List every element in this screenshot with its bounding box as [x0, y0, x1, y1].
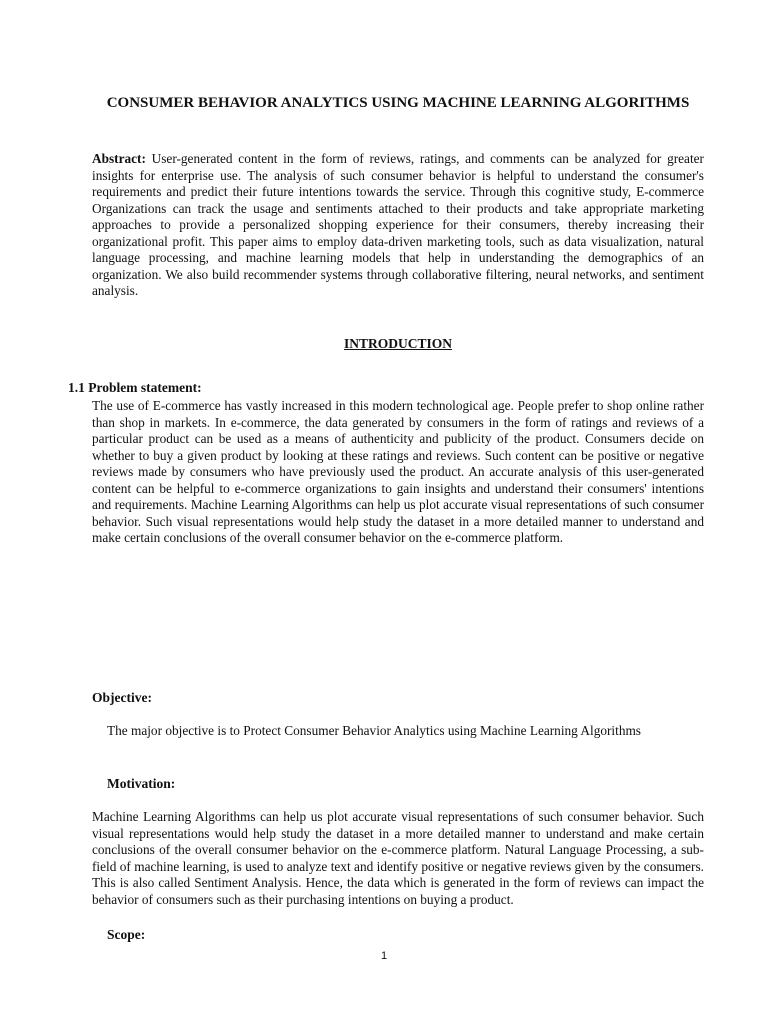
objective-text: The major objective is to Protect Consumer Behavior Analytics using Machine Learning Algorithms: [107, 723, 641, 738]
problem-statement-text: The use of E-commerce has vastly increased in this modern technological age. People prefer to shop online rather than shop in markets. In e-commerce, the data generated by consumers in the form of ratings and reviews of a particular product can be used as a means of authenticity and publicity of the product. Consumers decide on whether to buy a given product by looking at these ratings and reviews. Such content can be positive or negative reviews made by consumers who have previously used the product. An accurate analysis of this user-generated content can be helpful to e-commerce organizations to gain insights and understand their consumers' intentions and requirements. Machine Learning Algorithms can help us plot accurate visual representations of such consumer behavior. Such visual representations would help study the dataset in a more detailed manner to understand and make certain conclusions of the overall consumer behavior on the e-commerce platform.: [92, 398, 704, 545]
motivation-heading: Motivation:: [107, 776, 176, 791]
abstract-text: User-generated content in the form of reviews, ratings, and comments can be analyzed for greater insights for enterprise use. The analysis of such consumer behavior is helpful to understand the consumer's requirements and predict their future intentions towards the service. Through this cognitive study, E-commerce Organizations can track the usage and sentiments attached to their products and take appropriate marketing approaches to provide a personalized shopping experience for their consumers, thereby increasing their organizational profit. This paper aims to employ data-driven marketing tools, such as data visualization, natural language processing, and machine learning models that help in understanding the demographics of an organization. We also build recommender systems through collaborative filtering, neural networks, and sentiment analysis.: [92, 151, 704, 298]
abstract-paragraph: [92, 151, 704, 300]
motivation-text: Machine Learning Algorithms can help us plot accurate visual representations of such consumer behavior. Such visual representations would help study the dataset in a more detailed manner to understand and make certain conclusions of the overall consumer behavior on the e-commerce platform. Natural Language Processing, a sub-field of machine learning, is used to analyze text and identify positive or negative reviews given by the consumers. This is also called Sentiment Analysis. Hence, the data which is generated in the form of reviews can impact the behavior of consumers such as their purchasing intentions on buying a product.: [92, 809, 704, 907]
scope-heading: Scope:: [107, 927, 146, 942]
abstract-label: Abstract:: [92, 151, 146, 166]
problem-statement-heading: 1.1 Problem statement:: [68, 380, 202, 395]
objective-heading: Objective:: [92, 690, 152, 705]
document-title: CONSUMER BEHAVIOR ANALYTICS USING MACHINE LEARNING ALGORITHMS: [106, 95, 690, 111]
page-number: 1: [380, 950, 388, 962]
introduction-heading: INTRODUCTION: [343, 336, 452, 351]
